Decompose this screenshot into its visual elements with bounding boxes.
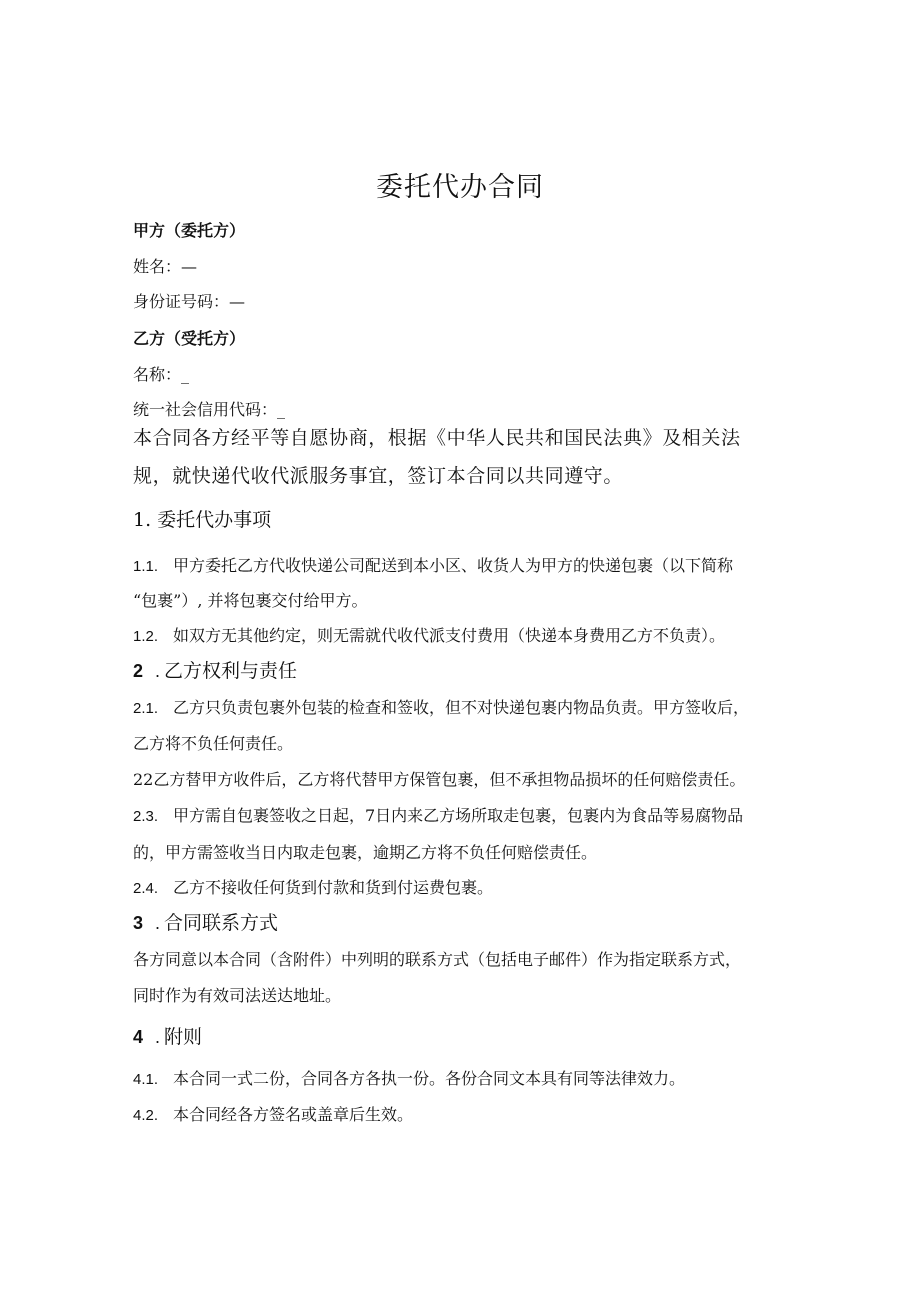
- section-3-line-1: 各方同意以本合同（含附件）中列明的联系方式（包括电子邮件）作为指定联系方式，: [133, 950, 742, 969]
- clause-number: 4.1.: [133, 1071, 159, 1088]
- section-4-heading: [133, 1022, 202, 1049]
- section-number: 2: [133, 661, 144, 681]
- party-b-name: 名称：_: [133, 365, 190, 384]
- clause-text: 甲方需自包裹签收之日起，7日内来乙方场所取走包裹，包裹内为食品等易腐物品: [173, 806, 744, 825]
- section-3-line-2: 同时作为有效司法送达地址。: [133, 986, 342, 1005]
- clause-text: 本合同一式二份，合同各方各执一份。各份合同文本具有同等法律效力。: [173, 1069, 686, 1088]
- clause-2-2: 22乙方替甲方收件后，乙方将代替甲方保管包裹，但不承担物品损坏的任何赔偿责任。: [133, 770, 746, 789]
- clause-number: 4.2.: [133, 1107, 159, 1124]
- clause-number: 2.1.: [133, 700, 159, 717]
- clause-text: 甲方委托乙方代收快递公司配送到本小区、收货人为甲方的快递包裹（以下简称: [173, 556, 734, 575]
- clause-1-1: [133, 553, 733, 576]
- section-1-heading: 1. 委托代办事项: [133, 509, 272, 531]
- party-a-name: 姓名：—: [133, 257, 198, 276]
- clause-2-3-continued: 的，甲方需签收当日内取走包裹，逾期乙方将不负任何赔偿责任。: [133, 843, 598, 862]
- section-title: 附则: [164, 1026, 203, 1048]
- clause-4-2: [133, 1102, 413, 1125]
- clause-text: 乙方只负责包裹外包装的检查和签收，但不对快递包裹内物品负责。甲方签收后，: [173, 698, 750, 717]
- party-b-credit-code: 统一社会信用代码：_: [133, 400, 286, 419]
- section-dot: .: [155, 913, 161, 933]
- clause-2-4: [133, 875, 493, 898]
- clause-2-3: [133, 803, 743, 826]
- clause-number: 2.4.: [133, 880, 159, 897]
- party-b-heading: 乙方（受托方）: [133, 329, 246, 348]
- section-title: 合同联系方式: [164, 912, 279, 934]
- document-title: 委托代办合同: [376, 172, 544, 203]
- clause-number: 1.2.: [133, 628, 159, 645]
- party-a-id-number: 身份证号码：—: [133, 292, 246, 311]
- clause-number: 1.1.: [133, 558, 159, 575]
- preamble-line-2: 规，就快递代收代派服务事宜，签订本合同以共同遵守。: [133, 465, 624, 487]
- clause-1-2: [133, 623, 725, 646]
- section-number: 4: [133, 1027, 144, 1047]
- clause-4-1: [133, 1066, 685, 1089]
- clause-text: 乙方不接收任何货到付款和货到付运费包裹。: [173, 878, 494, 897]
- section-3-heading: [133, 908, 278, 935]
- clause-2-1-continued: 乙方将不负任何责任。: [133, 734, 294, 753]
- clause-text: 如双方无其他约定，则无需就代收代派支付费用（快递本身费用乙方不负责）。: [173, 626, 726, 645]
- preamble-line-1: 本合同各方经平等自愿协商，根据《中华人民共和国民法典》及相关法: [133, 427, 741, 449]
- section-number: 3: [133, 913, 144, 933]
- clause-2-1: [133, 695, 749, 718]
- section-2-heading: [133, 656, 297, 683]
- party-a-heading: 甲方（委托方）: [133, 221, 246, 240]
- clause-1-1-continued: “包裹”）, 并将包裹交付给甲方。: [133, 591, 368, 610]
- section-dot: .: [155, 661, 161, 681]
- clause-number: 2.3.: [133, 808, 159, 825]
- clause-text: 本合同经各方签名或盖章后生效。: [173, 1105, 414, 1124]
- section-dot: .: [155, 1027, 161, 1047]
- section-title: 乙方权利与责任: [164, 660, 298, 682]
